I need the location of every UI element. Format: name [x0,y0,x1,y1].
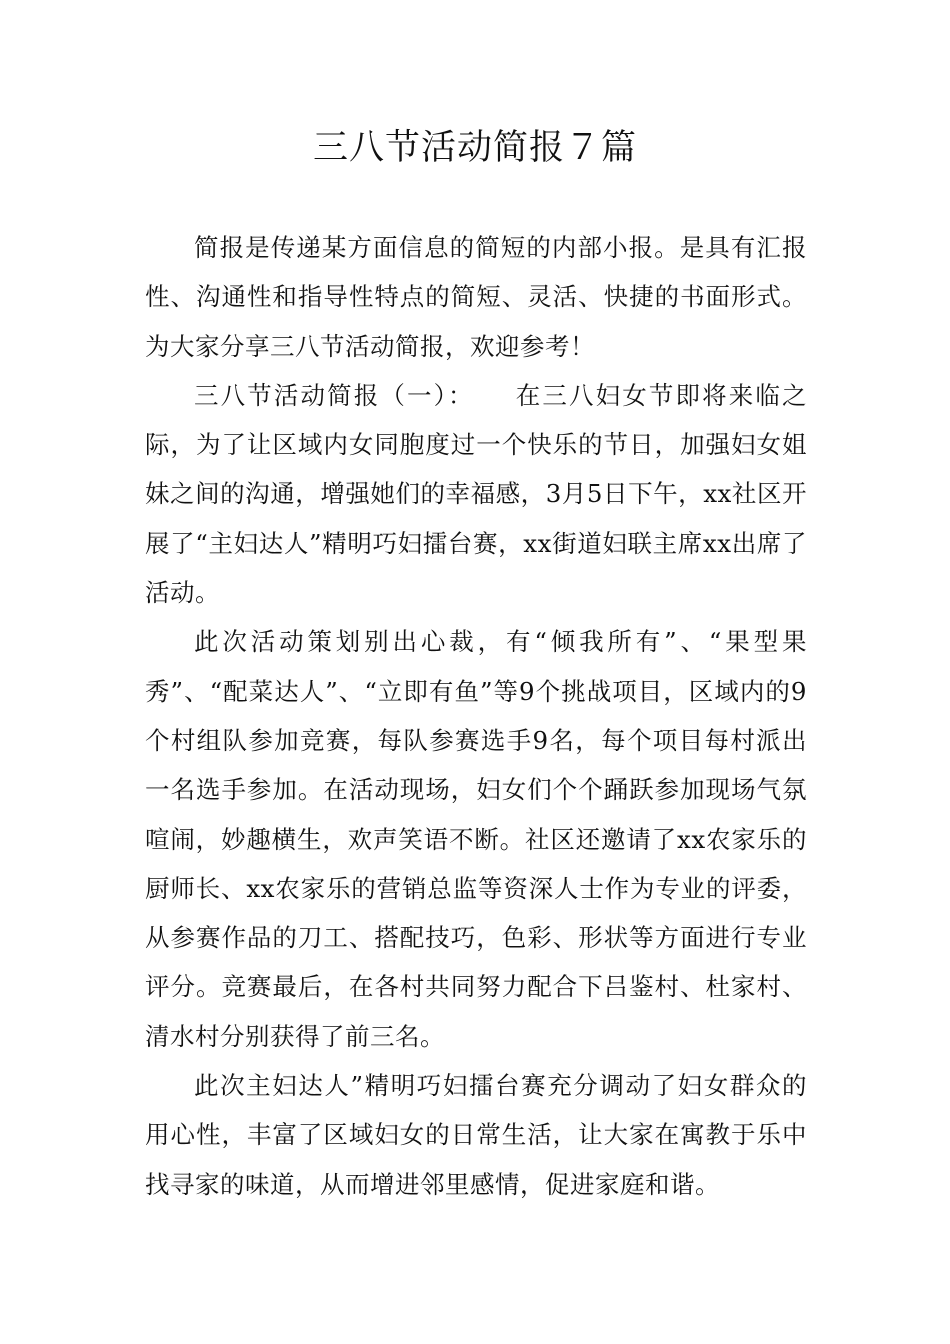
document-title: 三八节活动简报７篇 [312,128,637,168]
paragraph-activity-details: 此次活动策划别出心裁，有“倾我所有”、“果型果秀”、“配菜达人”、“立即有鱼”等9个挑战项目，区域内的9个村组队参加竞赛，每队参赛选手9名，每个项目每村派出一名选手参加。在活动现场，妇女们个个踊跃参加现场气氛喧闹，妙趣横生，欢声笑语不断。社区还邀请了xx农家乐的厨师长、xx农家乐的营销总监等资深人士作为专业的评委，从参赛作品的刀工、搭配技巧，色彩、形状等方面进行专业评分。竞赛最后，在各村共同努力配合下吕鉴村、杜家村、清水村分别获得了前三名。 [145,627,807,1051]
paragraph-report-one: 三八节活动简报（一）： 在三八妇女节即将来临之际，为了让区域内女同胞度过一个快乐的节日，加强妇女姐妹之间的沟通，增强她们的幸福感，3月5日下午，xx社区开展了“主妇达人”精明巧妇擂台赛，xx街道妇联主席xx出席了活动。 [145,380,807,608]
paragraph-conclusion: 此次主妇达人”精明巧妇擂台赛充分调动了妇女群众的用心性，丰富了区域妇女的日常生活，让大家在寓教于乐中找寻家的味道，从而增进邻里感情，促进家庭和谐。 [145,1071,807,1199]
paragraph-intro: 简报是传递某方面信息的简短的内部小报。是具有汇报性、沟通性和指导性特点的简短、灵活、快捷的书面形式。为大家分享三八节活动简报，欢迎参考！ [145,233,807,361]
document-body [145,223,807,1209]
